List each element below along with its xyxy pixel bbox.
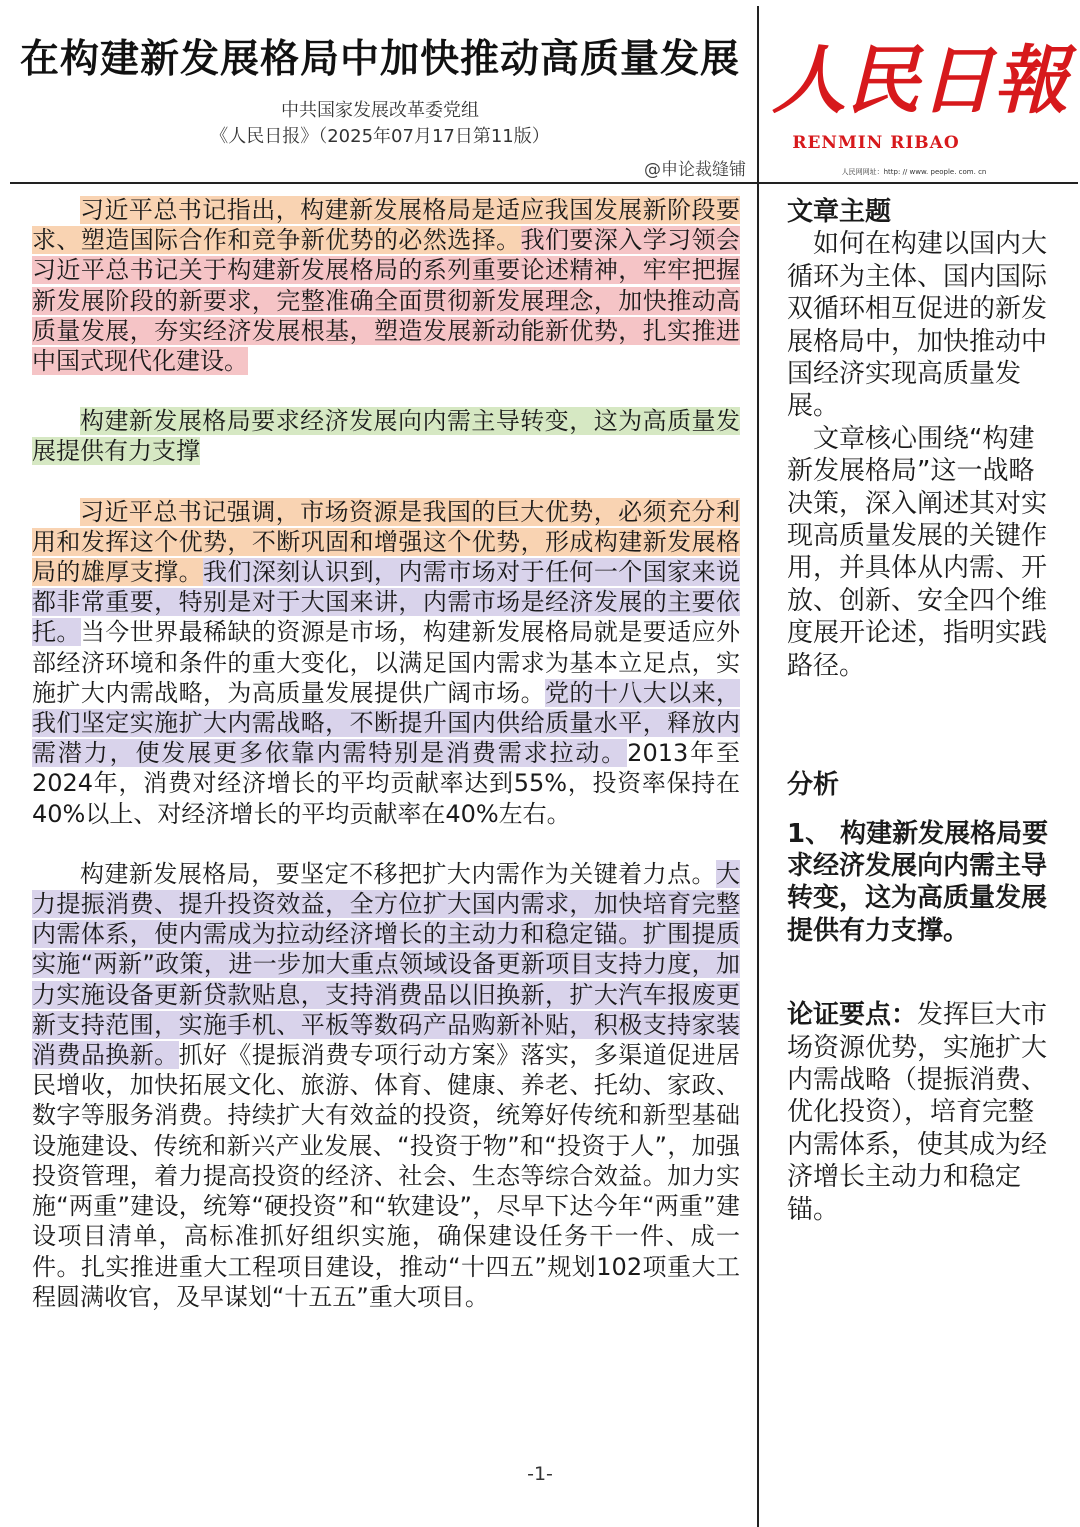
svg-text:人民日報: 人民日報 <box>772 38 1068 124</box>
plain-text: 构建新发展格局，要坚定不移把扩大内需作为关键着力点。 <box>80 859 716 888</box>
highlight-orange: 习近平总书记强调，市场资源是我国的巨大优势，必须充分利用和发挥这个优势，不断巩固和增强这个优势，形成构建新发展格局的雄厚支撑。 <box>32 497 740 587</box>
paragraph-2 <box>32 497 740 829</box>
section-heading <box>32 406 740 466</box>
svg-text:RENMIN RIBAO: RENMIN RIBAO <box>792 133 960 153</box>
argument-points <box>787 999 1049 1226</box>
theme-paragraph: 如何在构建以国内大循环为主体、国内国际双循环相互促进的新发展格局中，加快推动中国经济实现高质量发展。 <box>787 229 1048 422</box>
paragraph-3 <box>32 859 740 1312</box>
highlight-purple: 我们深刻认识到，内需市场对于任何一个国家来说都非常重要，特别是对于大国来讲，内需市场是经济发展的主要依托。 <box>32 558 740 647</box>
highlight-pink: 我们要深入学习领会习近平总书记关于构建新发展格局的系列重要论述精神，牢牢把握新发展阶段的新要求，完整准确全面贯彻新发展理念，加快推动高质量发展，夯实经济发展根基，塑造发展新动能新优势，扎实推进中国式现代化建设。 <box>32 226 741 376</box>
highlight-green: 构建新发展格局要求经济发展向内需主导转变，这为高质量发展提供有力支撑 <box>32 407 740 466</box>
highlight-orange: 习近平总书记指出，构建新发展格局是适应我国发展新阶段要求、塑造国际合作和竞争新优势的必然选择。 <box>32 196 740 255</box>
plain-text: 抓好《提振消费专项行动方案》落实，多渠道促进居民增收，加快拓展文化、旅游、体育、健康、养老、托幼、家政、数字等服务消费。持续扩大有效益的投资，统筹好传统和新型基础设施建设、传统和新兴产业发展、“投资于物”和“投资于人”，加强投资管理，着力提高投资的经济、社会、生态等综合效益。加力实施“两重”建设，统筹“硬投资”和“软建设”，尽早下达今年“两重”建设项目清单，高标准抓好组织实施，确保建设任务干一件、成一件。扎实推进重大工程项目建设，推动“十四五”规划102项重大工程圆满收官，及早谋划“十五五”重大项目。 <box>32 1041 741 1311</box>
header-divider <box>10 182 1078 184</box>
masthead-logo <box>762 6 1078 180</box>
plain-text: 2013年至2024年，消费对经济增长的平均贡献率达到55%，投资率保持在40%以上、对经济增长的平均贡献率在40%左右。 <box>32 739 741 828</box>
page-number: -1- <box>527 1463 553 1485</box>
article-body <box>32 195 740 1312</box>
theme-paragraph: 文章核心围绕“构建新发展格局”这一战略决策，深入阐述其对实现高质量发展的关键作用，并具体从内需、开放、创新、安全四个维度展开论述，指明实践路径。 <box>787 423 1048 681</box>
paragraph-1 <box>32 195 740 376</box>
article-title: 在构建新发展格局中加快推动高质量发展 <box>20 37 741 82</box>
analysis-point: 1、 构建新发展格局要求经济发展向内需主导转变，这为高质量发展提供有力支撑。 <box>787 818 1049 946</box>
highlight-purple: 党的十八大以来，我们坚定实施扩大内需战略，不断提升国内供给质量水平，释放内需潜力，使发展更多依靠内需特别是消费需求拉动。 <box>32 678 740 768</box>
highlight-purple: 大力提振消费、提升投资效益，全方位扩大国内需求，加快培育完整内需体系，使内需成为拉动经济增长的主动力和稳定锚。 <box>32 859 740 949</box>
theme-heading: 文章主题 <box>787 197 892 227</box>
column-divider <box>757 6 759 1527</box>
plain-text: 当今世界最稀缺的资源是市场，构建新发展格局就是要适应外部经济环境和条件的重大变化，以满足国内需求为基本立足点，实施扩大内需战略，为高质量发展提供广阔市场。 <box>32 618 741 707</box>
argument-label: 论证要点： <box>787 1000 918 1031</box>
highlight-purple: 扩围提质实施“两新”政策，进一步加大重点领域设备更新项目支持力度，加力实施设备更新贷款贴息，支持消费品以旧换新，扩大汽车报废更新支持范围，实施手机、平板等数码产品购新补贴，积极支持家装消费品换新。 <box>32 920 741 1070</box>
article-source: 《人民日报》（2025年07月17日第11版） <box>210 126 550 147</box>
analysis-heading: 分析 <box>787 770 840 801</box>
svg-text:人民网网址：http: // www. people. co: 人民网网址：http: // www. people. com. cn <box>841 168 987 176</box>
argument-text: 发挥巨大市场资源优势，实施扩大内需战略（提振消费、优化投资），培育完整内需体系，使其成为经济增长主动力和稳定锚。 <box>787 1000 1048 1225</box>
watermark: @申论裁缝铺 <box>644 160 746 180</box>
article-author: 中共国家发展改革委党组 <box>281 100 479 121</box>
sidebar-notes <box>787 196 1049 1226</box>
